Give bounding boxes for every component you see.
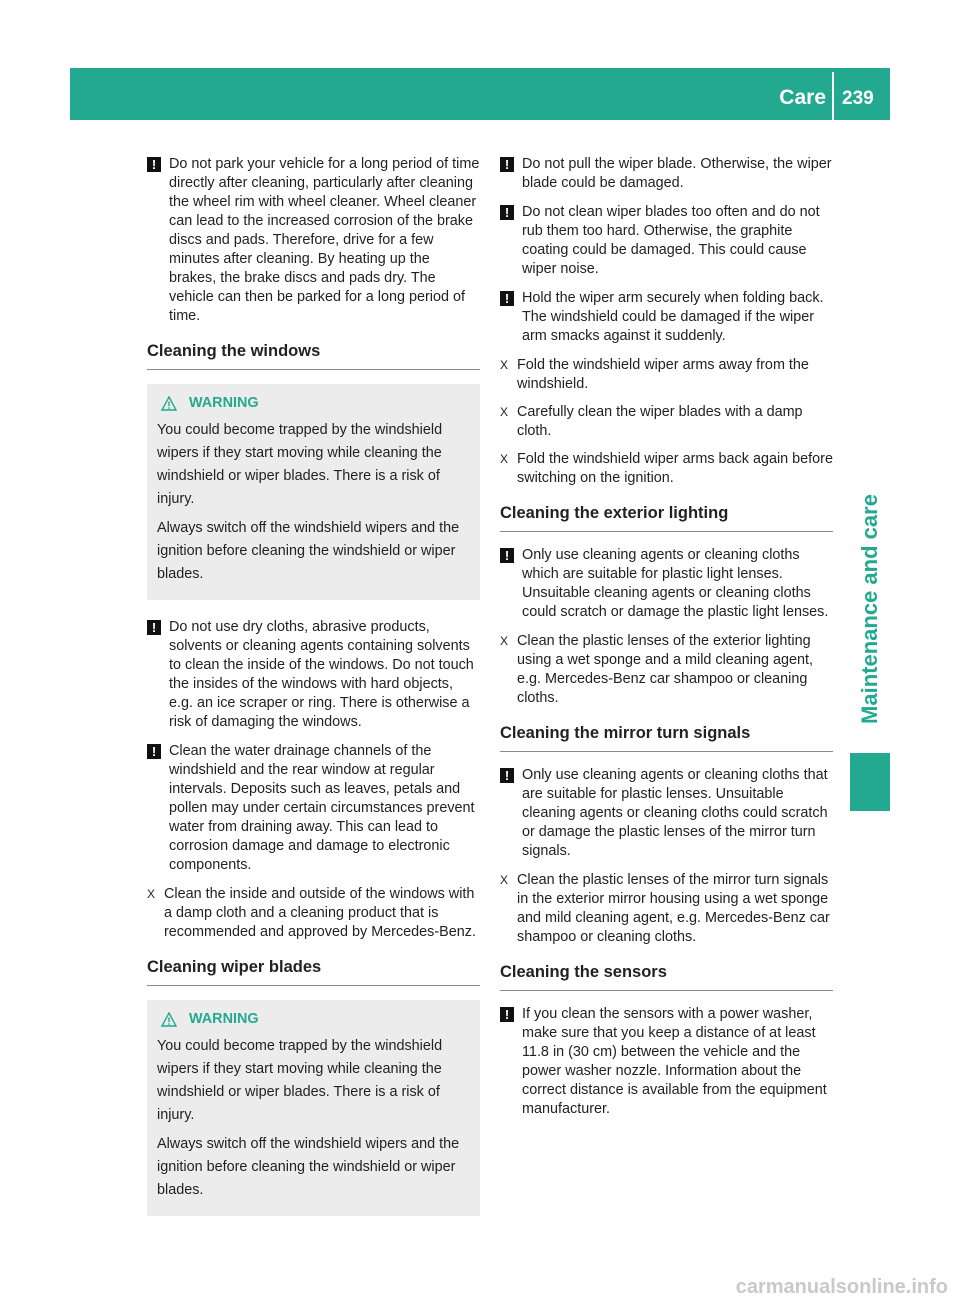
step-arrow-icon: X <box>147 887 156 901</box>
warning-box <box>147 384 480 600</box>
warning-label: WARNING <box>189 1011 259 1027</box>
note-mark-icon: ! <box>500 548 514 563</box>
warning-triangle-icon <box>161 396 177 411</box>
step-arrow-icon: X <box>500 452 509 466</box>
note-mark-icon: ! <box>500 157 514 172</box>
note-text: Do not use dry cloths, abrasive products, solvents or cleaning agents containing solvents to clean the inside of the windows. Do not touch the insides of the windows with hard objects, e.g. an ice scraper or ring. There is otherwise a risk of damaging the windows. <box>169 619 474 730</box>
step-arrow-icon: X <box>500 405 509 419</box>
right-column <box>500 155 833 1129</box>
step-arrow-icon: X <box>500 634 509 648</box>
section-title: Care <box>779 86 826 109</box>
watermark: carmanualsonline.info <box>735 1276 948 1298</box>
side-tab <box>850 493 890 724</box>
warning-triangle-icon <box>161 1012 177 1027</box>
warning-box <box>147 1000 480 1216</box>
note-text: Hold the wiper arm securely when folding back. The windshield could be damaged if the wiper arm smacks against it suddenly. <box>522 290 824 344</box>
warning-text: You could become trapped by the windshield wipers if they start moving while cleaning the windshield or wiper blades. There is a risk of injury. <box>157 1038 443 1123</box>
step-clean-mirror <box>500 871 833 947</box>
note-mark-icon: ! <box>147 744 161 759</box>
step-fold-back <box>500 450 833 488</box>
heading-cleaning-mirror-turn-signals: Cleaning the mirror turn signals <box>500 724 833 752</box>
note-mark-icon: ! <box>500 1007 514 1022</box>
warning-title <box>157 1010 470 1029</box>
note-text: Only use cleaning agents or cleaning cloths that are suitable for plastic lenses. Unsuitable cleaning agents or cleaning cloths could scratch or damage the plastic lenses of the mirror turn signals. <box>522 767 828 859</box>
heading-cleaning-sensors: Cleaning the sensors <box>500 963 833 991</box>
note-mark-icon: ! <box>500 768 514 783</box>
step-text: Clean the plastic lenses of the mirror turn signals in the exterior mirror housing using a wet sponge and mild cleaning agent, e.g. Mercedes-Benz car shampoo or cleaning cloths. <box>517 872 830 945</box>
step-clean-blades <box>500 403 833 441</box>
note-mirror <box>500 766 833 861</box>
left-column <box>147 155 480 1234</box>
warning-text: Always switch off the windshield wipers and the ignition before cleaning the windshield or wiper blades. <box>157 1136 460 1198</box>
note-mark-icon: ! <box>500 291 514 306</box>
note-dry-cloths <box>147 618 480 732</box>
step-text: Clean the inside and outside of the windows with a damp cloth and a cleaning product that is recommended and approved by Mercedes-Benz. <box>164 886 476 940</box>
note-hold-arm <box>500 289 833 346</box>
note-clean-often <box>500 203 833 279</box>
note-park <box>147 155 480 326</box>
heading-cleaning-wiper-blades: Cleaning wiper blades <box>147 958 480 986</box>
step-text: Clean the plastic lenses of the exterior lighting using a wet sponge and a mild cleaning agent, e.g. Mercedes-Benz car shampoo or cleaning cloths. <box>517 633 814 706</box>
step-clean-lighting <box>500 632 833 708</box>
side-marker <box>850 753 890 811</box>
note-text: Only use cleaning agents or cleaning cloths which are suitable for plastic light lenses. Unsuitable cleaning agents or cleaning cloths could scratch or damage the plastic light lenses. <box>522 547 829 620</box>
note-lighting <box>500 546 833 622</box>
warning-text: You could become trapped by the windshield wipers if they start moving while cleaning the windshield or wiper blades. There is a risk of injury. <box>157 422 443 507</box>
step-text: Fold the windshield wiper arms away from the windshield. <box>517 357 809 392</box>
note-text: Clean the water drainage channels of the windshield and the rear window at regular intervals. Deposits such as leaves, petals and pollen may under certain circumstances prevent water from draining away. This can lead to corrosion damage and damage to electronic components. <box>169 743 475 873</box>
step-text: Fold the windshield wiper arms back again before switching on the ignition. <box>517 451 833 486</box>
step-arrow-icon: X <box>500 873 509 887</box>
note-text: If you clean the sensors with a power washer, make sure that you keep a distance of at least 11.8 in (30 cm) between the vehicle and the power washer nozzle. Information about the correct distance is available from the equipment manufacturer. <box>522 1006 827 1117</box>
heading-cleaning-exterior-lighting: Cleaning the exterior lighting <box>500 504 833 532</box>
header-divider <box>832 72 834 120</box>
note-text: Do not pull the wiper blade. Otherwise, the wiper blade could be damaged. <box>522 156 832 191</box>
warning-text: Always switch off the windshield wipers and the ignition before cleaning the windshield or wiper blades. <box>157 520 460 582</box>
step-clean-windows <box>147 885 480 942</box>
note-text: Do not clean wiper blades too often and do not rub them too hard. Otherwise, the graphite coating could be damaged. This could cause wiper noise. <box>522 204 820 277</box>
note-mark-icon: ! <box>147 620 161 635</box>
note-mark-icon: ! <box>500 205 514 220</box>
step-text: Carefully clean the wiper blades with a damp cloth. <box>517 404 803 439</box>
note-pull-blade <box>500 155 833 193</box>
heading-cleaning-windows: Cleaning the windows <box>147 342 480 370</box>
note-sensors <box>500 1005 833 1119</box>
side-tab-label: Maintenance and care <box>857 493 882 724</box>
step-fold-away <box>500 356 833 394</box>
warning-label: WARNING <box>189 395 259 411</box>
note-text: Do not park your vehicle for a long period of time directly after cleaning, particularly after cleaning the wheel rim with wheel cleaner. Wheel cleaner can lead to the increased corrosion of the brake discs and pads. Therefore, drive for a few minutes after cleaning. By heating up the brakes, the brake discs and pads dry. The vehicle can then be parked for a long period of time. <box>169 156 480 324</box>
step-arrow-icon: X <box>500 358 509 372</box>
page-number: 239 <box>842 88 874 109</box>
note-drainage <box>147 742 480 875</box>
warning-title <box>157 394 470 413</box>
note-mark-icon: ! <box>147 157 161 172</box>
